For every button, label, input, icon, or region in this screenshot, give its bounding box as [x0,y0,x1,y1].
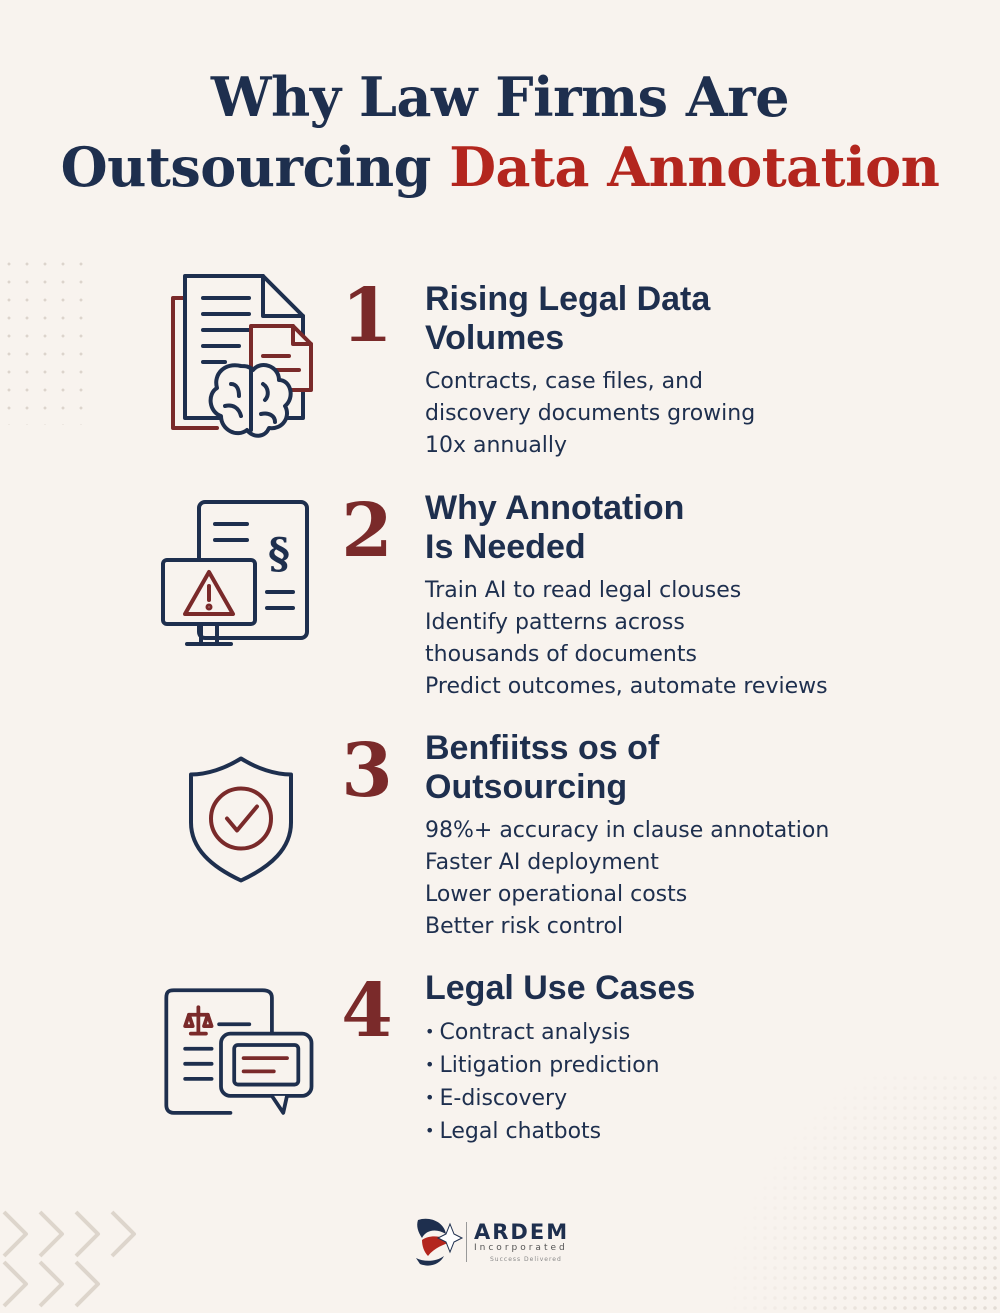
section-heading [425,489,905,567]
section-heading [425,969,905,1008]
bullet-item: • Contract analysis [425,1016,905,1049]
body-line: 98%+ accuracy in clause annotation [425,818,830,843]
body-line: Faster AI deployment [425,850,659,875]
document-brain-icon [155,270,320,445]
body-line: 10x annually [425,433,568,458]
bullet-item: • E-discovery [425,1082,905,1115]
decorative-chevrons [0,1200,170,1313]
heading-line: Legal Use Cases [425,969,696,1007]
body-line: Contracts, case files, and [425,369,703,394]
section-content [425,969,905,1148]
section-number: 1 [341,273,393,359]
svg-text:§: § [268,529,290,578]
body-line: discovery documents growing [425,401,756,426]
body-line: Identify patterns across [425,610,685,635]
section-content [425,729,905,943]
case-file-chat-icon [155,965,320,1140]
logo-tagline: Success Delivered [490,1256,562,1263]
page-title [0,62,1000,202]
logo-mark-icon [410,1212,464,1268]
section-number: 3 [341,728,393,814]
body-line: Better risk control [425,914,624,939]
heading-line: Rising Legal Data [425,280,711,318]
heading-line: Benfiitss os of [425,729,660,767]
ardem-logo [410,1212,600,1268]
logo-divider [466,1222,467,1262]
heading-line: Volumes [425,319,565,357]
section-heading [425,729,905,807]
logo-subtitle: Incorporated [474,1243,568,1253]
bullet-item: • Litigation prediction [425,1049,905,1082]
legal-document-warning-monitor-icon [155,489,320,664]
title-line-1: Why Law Firms Are [210,65,790,129]
section-number: 4 [341,968,393,1054]
logo-name: ARDEM [474,1220,570,1244]
heading-line: Why Annotation [425,489,685,527]
title-accent: Data Annotation [449,135,940,199]
heading-line: Outsourcing [425,768,628,806]
section-content [425,280,905,462]
heading-line: Is Needed [425,528,586,566]
body-line: thousands of documents [425,642,697,667]
title-line-2 [0,132,1000,202]
body-line: Predict outcomes, automate reviews [425,674,828,699]
section-heading [425,280,905,358]
body-line: Lower operational costs [425,882,688,907]
section-number: 2 [341,488,393,574]
shield-check-icon [155,731,320,906]
body-line: Train AI to read legal clouses [425,578,742,603]
title-line-2-prefix: Outsourcing [60,135,450,199]
section-content [425,489,905,703]
decorative-dot-grid [0,255,90,425]
bullet-item: • Legal chatbots [425,1115,905,1148]
